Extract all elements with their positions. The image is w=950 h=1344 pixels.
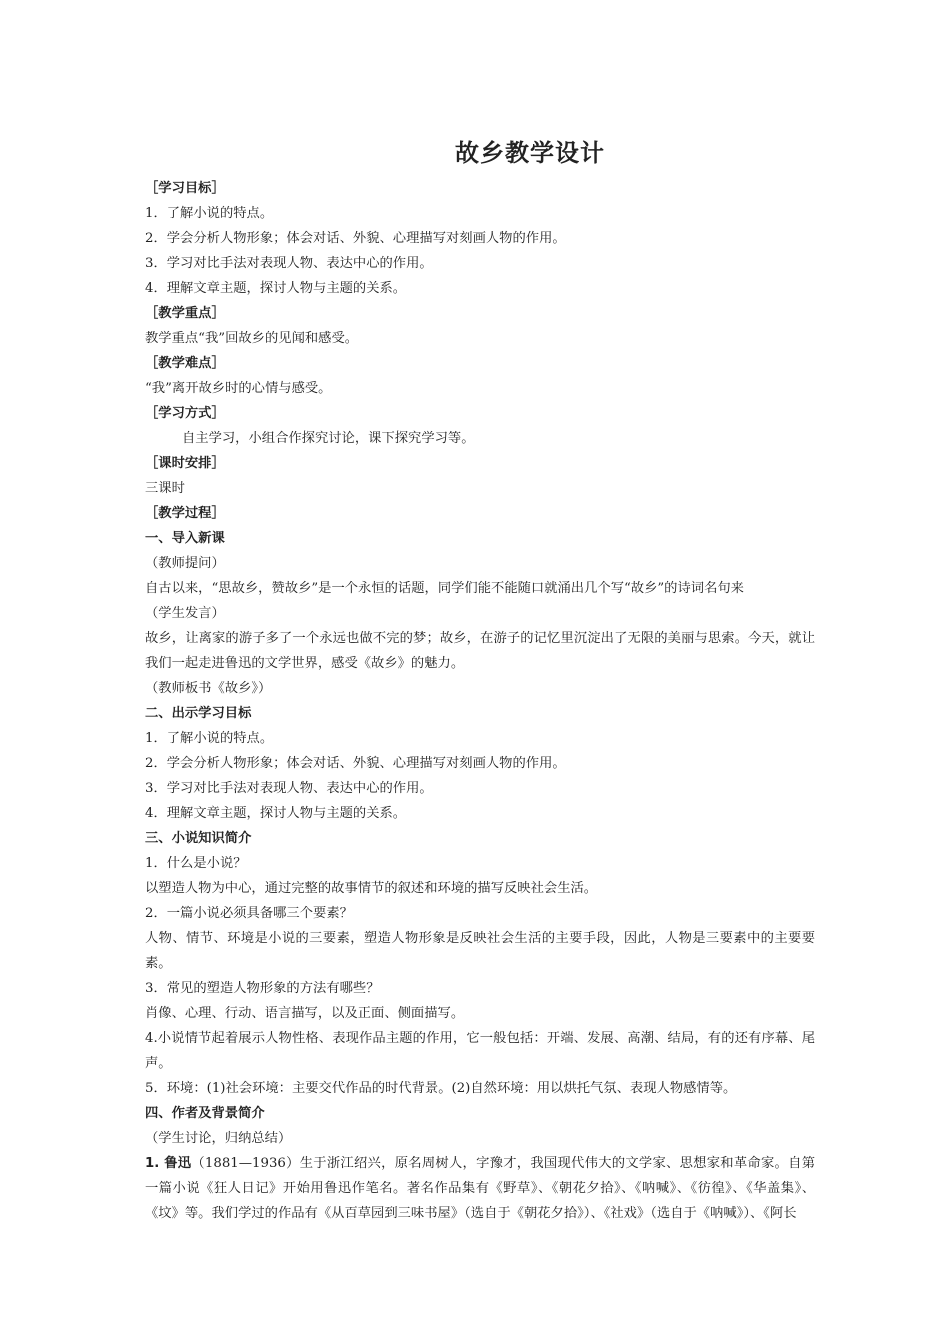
part1-line: 自古以来，“思故乡，赞故乡”是一个永恒的话题，同学们能不能随口就涌出几个写“故乡”的诗词名句来 — [145, 581, 744, 596]
goal-item: 4．理解文章主题，探讨人物与主题的关系。 — [145, 281, 407, 296]
section-heading-process: ［教学过程］ — [145, 506, 225, 521]
part2-line: 1．了解小说的特点。 — [145, 731, 274, 746]
author-lead: 1. 鲁迅 — [145, 1156, 192, 1171]
document-title: 故乡教学设计 — [455, 139, 605, 167]
part2-line: 4．理解文章主题，探讨人物与主题的关系。 — [145, 806, 407, 821]
section-heading-goals: ［学习目标］ — [145, 181, 225, 196]
part2-heading: 二、出示学习目标 — [145, 706, 252, 721]
part3-line: 5．环境：(1)社会环境：主要交代作品的时代背景。(2)自然环境：用以烘托气氛、表现人物感情等。 — [145, 1081, 737, 1096]
goal-item: 3．学习对比手法对表现人物、表达中心的作用。 — [145, 256, 433, 271]
section-heading-key: ［教学重点］ — [145, 306, 225, 321]
part1-line: （教师板书《故乡》） — [145, 681, 272, 696]
part4-note: （学生讨论，归纳总结） — [145, 1131, 292, 1146]
part3-heading: 三、小说知识简介 — [145, 831, 252, 846]
author-text: （1881—1936）生于浙江绍兴，原名周树人，字豫才，我国现代伟大的文学家、思想家和革命家。自第一篇小说《狂人日记》开始用鲁迅作笔名。著名作品集有《野草》、《朝花夕拾》、《呐喊》、《彷徨》、《华盖集》、《坟》等。我们学过的作品有《从百草园到三味书屋》（选自于《朝花夕拾》）、《社戏》（选自于《呐喊》）、《阿长 — [145, 1156, 815, 1221]
author-paragraph — [145, 1151, 815, 1226]
key-text: 教学重点“我”回故乡的见闻和感受。 — [145, 331, 359, 346]
schedule-text: 三课时 — [145, 481, 185, 496]
part1-heading: 一、导入新课 — [145, 531, 225, 546]
difficulty-text: “我”离开故乡时的心情与感受。 — [145, 381, 332, 396]
part3-line: 4.小说情节起着展示人物性格、表现作品主题的作用，它一般包括：开端、发展、高潮、结局，有的还有序幕、尾声。 — [145, 1031, 815, 1071]
goal-item: 1．了解小说的特点。 — [145, 206, 274, 221]
part3-line: 肖像、心理、行动、语言描写，以及正面、侧面描写。 — [145, 1006, 465, 1021]
section-heading-schedule: ［课时安排］ — [145, 456, 225, 471]
method-text: 自主学习，小组合作探究讨论，课下探究学习等。 — [182, 431, 475, 446]
part2-line: 2．学会分析人物形象；体会对话、外貌、心理描写对刻画人物的作用。 — [145, 756, 566, 771]
part1-line: 故乡，让离家的游子多了一个永远也做不完的梦；故乡，在游子的记忆里沉淀出了无限的美丽与思索。今天，就让我们一起走进鲁迅的文学世界，感受《故乡》的魅力。 — [145, 631, 815, 671]
part2-line: 3．学习对比手法对表现人物、表达中心的作用。 — [145, 781, 433, 796]
part3-line: 以塑造人物为中心，通过完整的故事情节的叙述和环境的描写反映社会生活。 — [145, 881, 598, 896]
part1-line: （学生发言） — [145, 606, 225, 621]
goal-item: 2．学会分析人物形象；体会对话、外貌、心理描写对刻画人物的作用。 — [145, 231, 566, 246]
part1-line: （教师提问） — [145, 556, 225, 571]
part3-line: 2．一篇小说必须具备哪三个要素？ — [145, 906, 353, 921]
part4-heading: 四、作者及背景简介 — [145, 1106, 265, 1121]
part3-line: 人物、情节、环境是小说的三要素，塑造人物形象是反映社会生活的主要手段，因此，人物是三要素中的主要要素。 — [145, 931, 815, 971]
document-body — [145, 176, 815, 1226]
part3-line: 1．什么是小说？ — [145, 856, 247, 871]
section-heading-method: ［学习方式］ — [145, 406, 225, 421]
part3-line: 3．常见的塑造人物形象的方法有哪些？ — [145, 981, 380, 996]
section-heading-difficulty: ［教学难点］ — [145, 356, 225, 371]
